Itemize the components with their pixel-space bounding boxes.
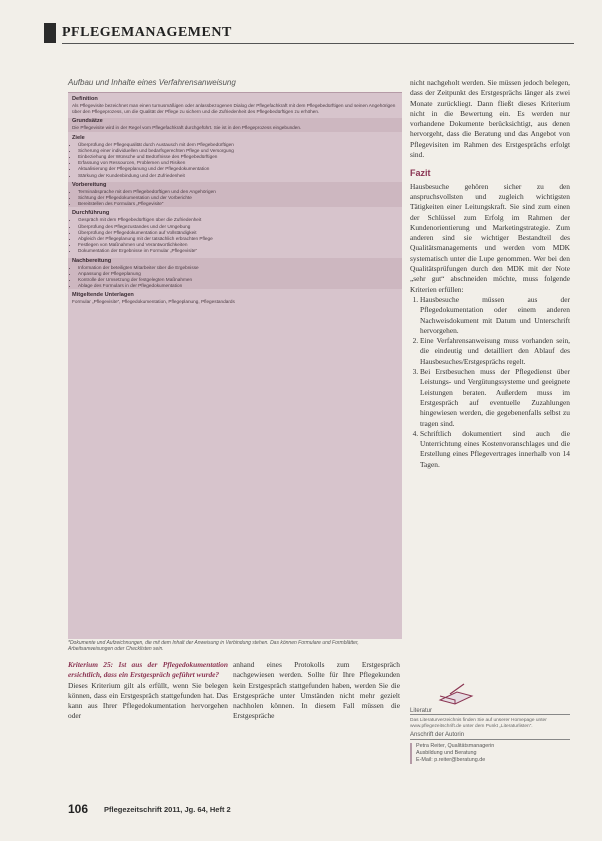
bottom-middle-column	[233, 660, 400, 722]
list-item: • Überprüfung des Pflegezustandes und der Umgebung	[78, 224, 398, 230]
page-header	[0, 22, 602, 48]
author-address	[410, 743, 570, 764]
list-item: • Festlegen von Maßnahmen und Verantwortlichkeiten	[78, 242, 398, 248]
box-section	[68, 258, 402, 290]
book-icon	[438, 680, 474, 706]
box-section-heading: Ziele	[72, 134, 85, 141]
list-item: • Sichtung der Pflegedokumentation und der Vorberichte	[78, 195, 398, 201]
literature-text: Das Literaturverzeichnis finden Sie auf unserer Homepage unter www.pflegezeitschrift.de unter dem Punkt „Literaturlisten“.	[410, 718, 547, 730]
criteria-list	[410, 295, 570, 470]
journal-reference: Pflegezeitschrift 2011, Jg. 64, Heft 2	[104, 805, 231, 814]
box-section	[72, 210, 398, 254]
right-intro: nicht nachgeholt werden. Sie müssen jedoch belegen, dass der Zeitpunkt des Erstgesprächs länger als zwei Monate zurückliegt. Dann fließt dieses Kriterium nicht in die Bewertung ein. Es werden nur vorhandene Dokumente berücksichtigt, aus denen hervorgeht, dass die Beratung und das Angebot von Pflegevisiten im Rahmen des Erstgesprächs erfolgt sind.	[410, 78, 570, 160]
procedure-box-content	[68, 93, 402, 306]
procedure-box	[68, 92, 402, 639]
header-marker	[44, 23, 56, 43]
criterion-continued: anhand eines Protokolls zum Erstgespräch nachgewiesen werden. Sollte für Ihre Pflegekunden kein Erstgespräch stattgefunden haben, werden Sie die Erstgespräche unter Umständen nicht mehr gezielt nachholen können. In diesem Fall müssen die Erstgespräche	[233, 660, 400, 721]
section-title: PFLEGEMANAGEMENT	[62, 25, 232, 40]
box-section	[68, 118, 402, 131]
list-item: • Terminabsprache mit dem Pflegebedürftigen und den Angehörigen	[78, 189, 398, 195]
author-line: Ausbildung und Beratung	[416, 750, 477, 756]
list-item: • Einbeziehung der Wünsche und Bedürfnisse des Pflegebedürftigen	[78, 154, 398, 160]
box-caption: Aufbau und Inhalte eines Verfahrensanweisung	[68, 78, 236, 87]
list-item: • Stärkung der Kundenbindung und der Zufriedenheit	[78, 173, 398, 179]
author-title: Anschrift der Autorin	[410, 732, 570, 740]
bottom-left-column	[68, 660, 228, 722]
box-section-heading: Mitgeltende Unterlagen	[72, 292, 134, 299]
box-section	[68, 182, 402, 208]
author-line: E-Mail: p.reiter@beratung.de	[416, 757, 486, 763]
list-item: • Dokumentation der Ergebnisse im Formular „Pflegevisite“	[78, 248, 398, 254]
fazit-heading: Fazit	[410, 168, 431, 179]
box-section-heading: Nachbereitung	[72, 257, 112, 264]
list-item: • Überprüfung der Pflegedokumentation auf Vollständigkeit	[78, 230, 398, 236]
box-section	[72, 135, 398, 179]
literature-title: Literatur	[410, 708, 570, 715]
list-item: • Anpassung der Pflegeplanung	[78, 271, 398, 277]
box-section-heading: Definition	[72, 96, 98, 102]
list-item: • Aktualisierung der Pflegeplanung und der Pflegedokumentation	[78, 166, 398, 172]
author-line: Petra Reiter, Qualitätsmanagerin	[416, 743, 495, 749]
list-item: • Bereitstellen des Formulars „Pflegevisite“	[78, 201, 398, 207]
box-section-heading: Grundsätze	[72, 118, 103, 125]
box-section-heading: Vorbereitung	[72, 181, 107, 188]
box-section	[72, 96, 398, 115]
list-item: • Sicherung einer individuellen und bedarfsgerechten Pflege und Versorgung	[78, 148, 398, 154]
criteria-item: 2. Eine Verfahrensanweisung muss vorhanden sein, die eindeutig und detailliert den Ablauf des Hausbesuches/Erstgesprächs regelt.	[420, 336, 570, 367]
box-section-text: Formular „Pflegevisite“, Pflegedokumentation, Pflegeplanung, Pflegestandards	[72, 299, 235, 305]
box-section-list	[72, 189, 398, 208]
list-item: • Gespräch mit dem Pflegebedürftigen über die Zufriedenheit	[78, 217, 398, 223]
list-item: • Ablage des Formulars in der Pflegedokumentation	[78, 283, 398, 289]
criterion-heading: Kriterium 25: Ist aus der Pflegedokumentation ersichtlich, dass ein Erstgespräch geführt wurde?	[68, 660, 228, 680]
page-number: 106	[68, 802, 89, 816]
box-section-text: Die Pflegevisite wird in der Regel vom Pflegefachkraft durchgeführt. Sie ist in den Pflegeprozess eingebunden.	[72, 125, 302, 131]
list-item: • Kontrolle der Umsetzung der festgelegten Maßnahmen	[78, 277, 398, 283]
author-block	[410, 732, 570, 764]
list-item: • Erfassung von Ressourcen, Problemen und Risiken	[78, 160, 398, 166]
criteria-item: 4. Schriftlich dokumentiert sind auch die Unterrichtung eines Kostenvoranschlages und die Erstellung eines Pflegevertrages innerhalb von 14 Tagen.	[420, 429, 570, 470]
criterion-text: Dieses Kriterium gilt als erfüllt, wenn Sie belegen können, dass ein Erstgespräch stattgefunden hat. Das kann aus Ihrer Pflegedokumentation hervorgehen oder	[68, 680, 228, 721]
box-footnote: *Dokumente und Aufzeichnungen, die mit dem Inhalt der Anweisung in Verbindung stehen. Das können Formulare und Formblätter, Arbeitsanweisungen oder Checklisten sein.	[68, 640, 359, 652]
list-item: • Überprüfung der Pflegequalität durch Austausch mit dem Pflegebedürftigen	[78, 142, 398, 148]
right-column	[410, 78, 570, 470]
box-section-heading: Durchführung	[72, 210, 110, 217]
box-section-text: Als Pflegevisite bezeichnet man einen turnusmäßigen oder anlassbezogenen Dialog der Pflegefachkraft mit dem Pflegebedürftigen und seinen Angehörigen über den Pflegeprozess, um die Qualität der Pflege zu sichern und die Zufriedenheit des Pflegebedürftigen zu erhöhen.	[72, 103, 396, 115]
list-item: • Information der beteiligten Mitarbeiter über die Ergebnisse	[78, 265, 398, 271]
page-footer	[44, 800, 574, 820]
box-section-list	[72, 217, 398, 254]
box-section	[72, 292, 398, 305]
header-rule	[62, 43, 574, 44]
criteria-item: 1. Hausbesuche müssen aus der Pflegedokumentation oder einem anderen Nachweisdokument mit Datum und Unterschrift hervorgehen.	[420, 295, 570, 336]
criteria-item: 3. Bei Erstbesuchen muss der Pflegedienst über Leistungs- und Vergütungssysteme und geeignete Leistungen beraten. Außerdem muss im Erstgespräch auf eventuelle Zuzahlungen hingewiesen werden, die gegebenenfalls selbst zu tragen sind.	[420, 367, 570, 429]
list-item: • Abgleich der Pflegeplanung mit der tatsächlich erbrachten Pflege	[78, 236, 398, 242]
box-section-list	[72, 142, 398, 179]
box-section-list	[72, 265, 398, 290]
fazit-text: Hausbesuche gehören sicher zu den anspruchsvollsten und zugleich wichtigsten Tätigkeiten einer Leitungskraft. Sie sind zum einen der Schlüssel zum Erfolg im Rahmen der Kundenorientierung und Marketingstrategie. Zum anderen sind sie wichtiger Bestandteil des Qualitätsmanagements und werden vom MDK systematisch unter die Lupe genommen. Wer bei den Qualitätsprüfungen durch den MDK mit der Note „sehr gut“ abschneiden möchte, muss folgende Kriterien erfüllen:	[410, 181, 570, 294]
